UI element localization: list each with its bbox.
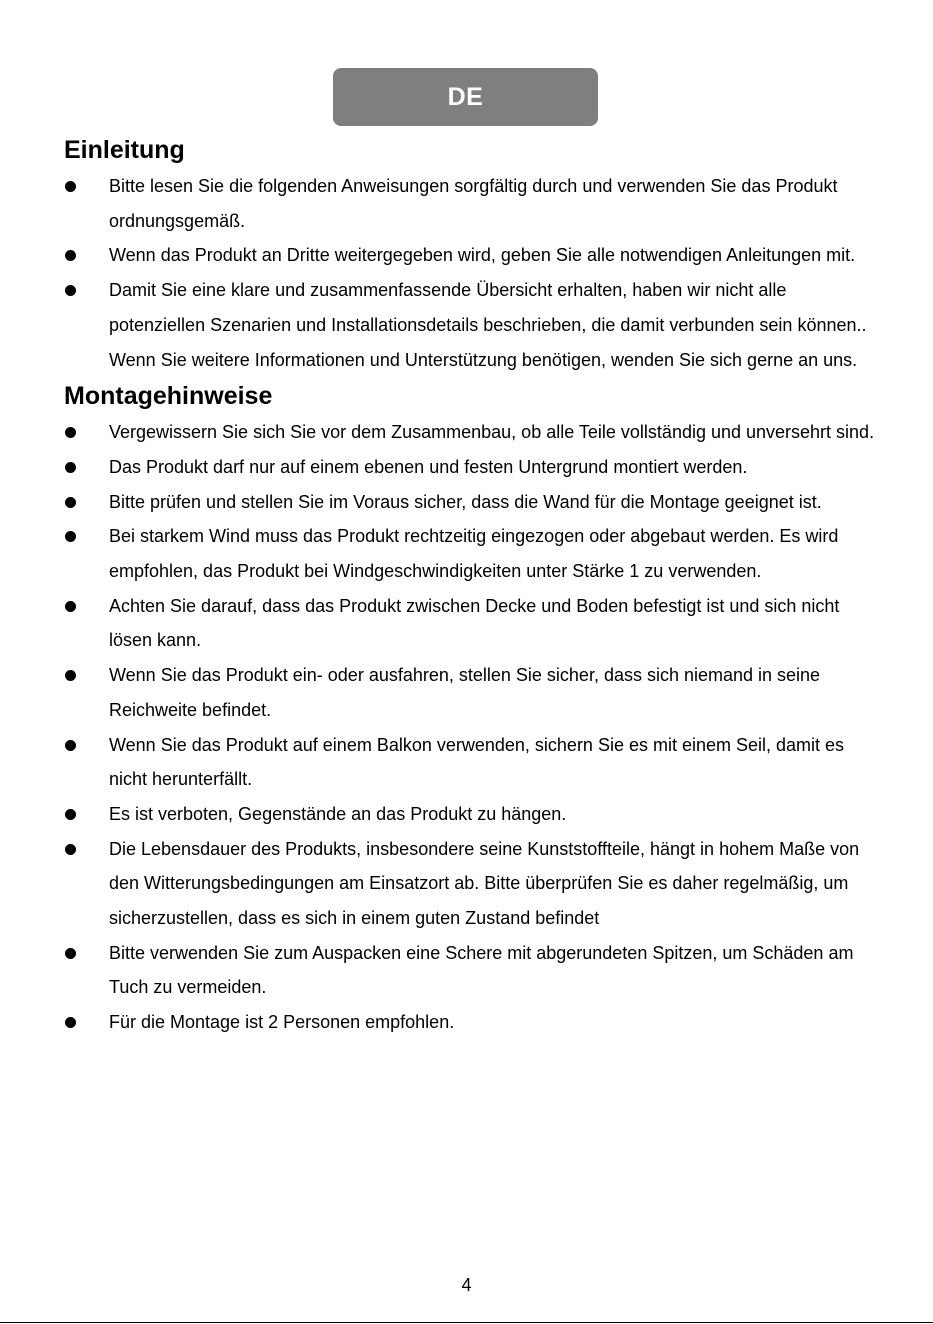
bullet-icon	[65, 844, 76, 855]
section-title-introduction: Einleitung	[64, 136, 185, 164]
list-item	[64, 169, 884, 238]
bottom-divider	[0, 1322, 933, 1323]
bullet-icon	[65, 427, 76, 438]
assembly-list	[64, 415, 884, 1040]
bullet-icon	[65, 531, 76, 542]
bullet-icon	[65, 462, 76, 473]
language-badge: DE	[333, 68, 598, 126]
bullet-icon	[65, 181, 76, 192]
list-item	[64, 415, 884, 450]
document-content	[64, 131, 884, 1040]
list-item-text: Wenn Sie das Produkt ein- oder ausfahren, stellen Sie sicher, dass sich niemand in seine Reichweite befindet.	[109, 665, 821, 720]
list-item	[64, 238, 884, 273]
page-number: 4	[461, 1275, 472, 1295]
list-item-text: Bitte verwenden Sie zum Auspacken eine Schere mit abgerundeten Spitzen, um Schäden am Tuch zu vermeiden.	[109, 942, 854, 998]
introduction-list	[64, 169, 884, 377]
bullet-icon	[65, 601, 76, 612]
list-item-text: Bitte prüfen und stellen Sie im Voraus sicher, dass die Wand für die Montage geeignet ist.	[109, 491, 822, 512]
bullet-icon	[65, 670, 76, 681]
list-item	[64, 519, 884, 588]
list-item	[64, 728, 884, 797]
list-item	[64, 589, 884, 658]
list-item	[64, 273, 884, 377]
bullet-icon	[65, 740, 76, 751]
bullet-icon	[65, 250, 76, 261]
list-item	[64, 936, 884, 1005]
list-item-text: Damit Sie eine klare und zusammenfassende Übersicht erhalten, haben wir nicht alle potenziellen Szenarien und Installationsdetails beschrieben, die damit verbunden sein können.. Wenn Sie weitere Informationen und Unterstützung benötigen, wenden Sie sich gerne an uns.	[109, 280, 867, 370]
list-item	[64, 1005, 884, 1040]
list-item-text: Bitte lesen Sie die folgenden Anweisungen sorgfältig durch und verwenden Sie das Produkt ordnungsgemäß.	[109, 176, 838, 231]
list-item	[64, 485, 884, 520]
list-item	[64, 832, 884, 936]
bullet-icon	[65, 948, 76, 959]
bullet-icon	[65, 285, 76, 296]
list-item	[64, 797, 884, 832]
list-item-text: Bei starkem Wind muss das Produkt rechtzeitig eingezogen oder abgebaut werden. Es wird empfohlen, das Produkt bei Windgeschwindigkeiten unter Stärke 1 zu verwenden.	[109, 526, 839, 582]
list-item-text: Vergewissern Sie sich Sie vor dem Zusammenbau, ob alle Teile vollständig und unversehrt sind.	[109, 422, 875, 443]
list-item	[64, 450, 884, 485]
section-title-assembly: Montagehinweise	[64, 382, 273, 411]
list-item-text: Wenn das Produkt an Dritte weitergegeben wird, geben Sie alle notwendigen Anleitungen mit.	[109, 245, 856, 266]
bullet-icon	[65, 497, 76, 508]
list-item-text: Die Lebensdauer des Produkts, insbesondere seine Kunststoffteile, hängt in hohem Maße von den Witterungsbedingungen am Einsatzort ab. Bitte überprüfen Sie es daher regelmäßig, um sicherzustellen, dass es sich in einem guten Zustand befindet	[109, 838, 860, 929]
list-item-text: Wenn Sie das Produkt auf einem Balkon verwenden, sichern Sie es mit einem Seil, damit es nicht herunterfällt.	[109, 734, 845, 790]
bullet-icon	[65, 809, 76, 820]
list-item-text: Das Produkt darf nur auf einem ebenen und festen Untergrund montiert werden.	[109, 456, 748, 477]
list-item	[64, 658, 884, 727]
list-item-text: Für die Montage ist 2 Personen empfohlen.	[109, 1012, 455, 1033]
list-item-text: Achten Sie darauf, dass das Produkt zwischen Decke und Boden befestigt ist und sich nicht lösen kann.	[109, 595, 840, 651]
list-item-text: Es ist verboten, Gegenstände an das Produkt zu hängen.	[109, 803, 567, 824]
bullet-icon	[65, 1017, 76, 1028]
